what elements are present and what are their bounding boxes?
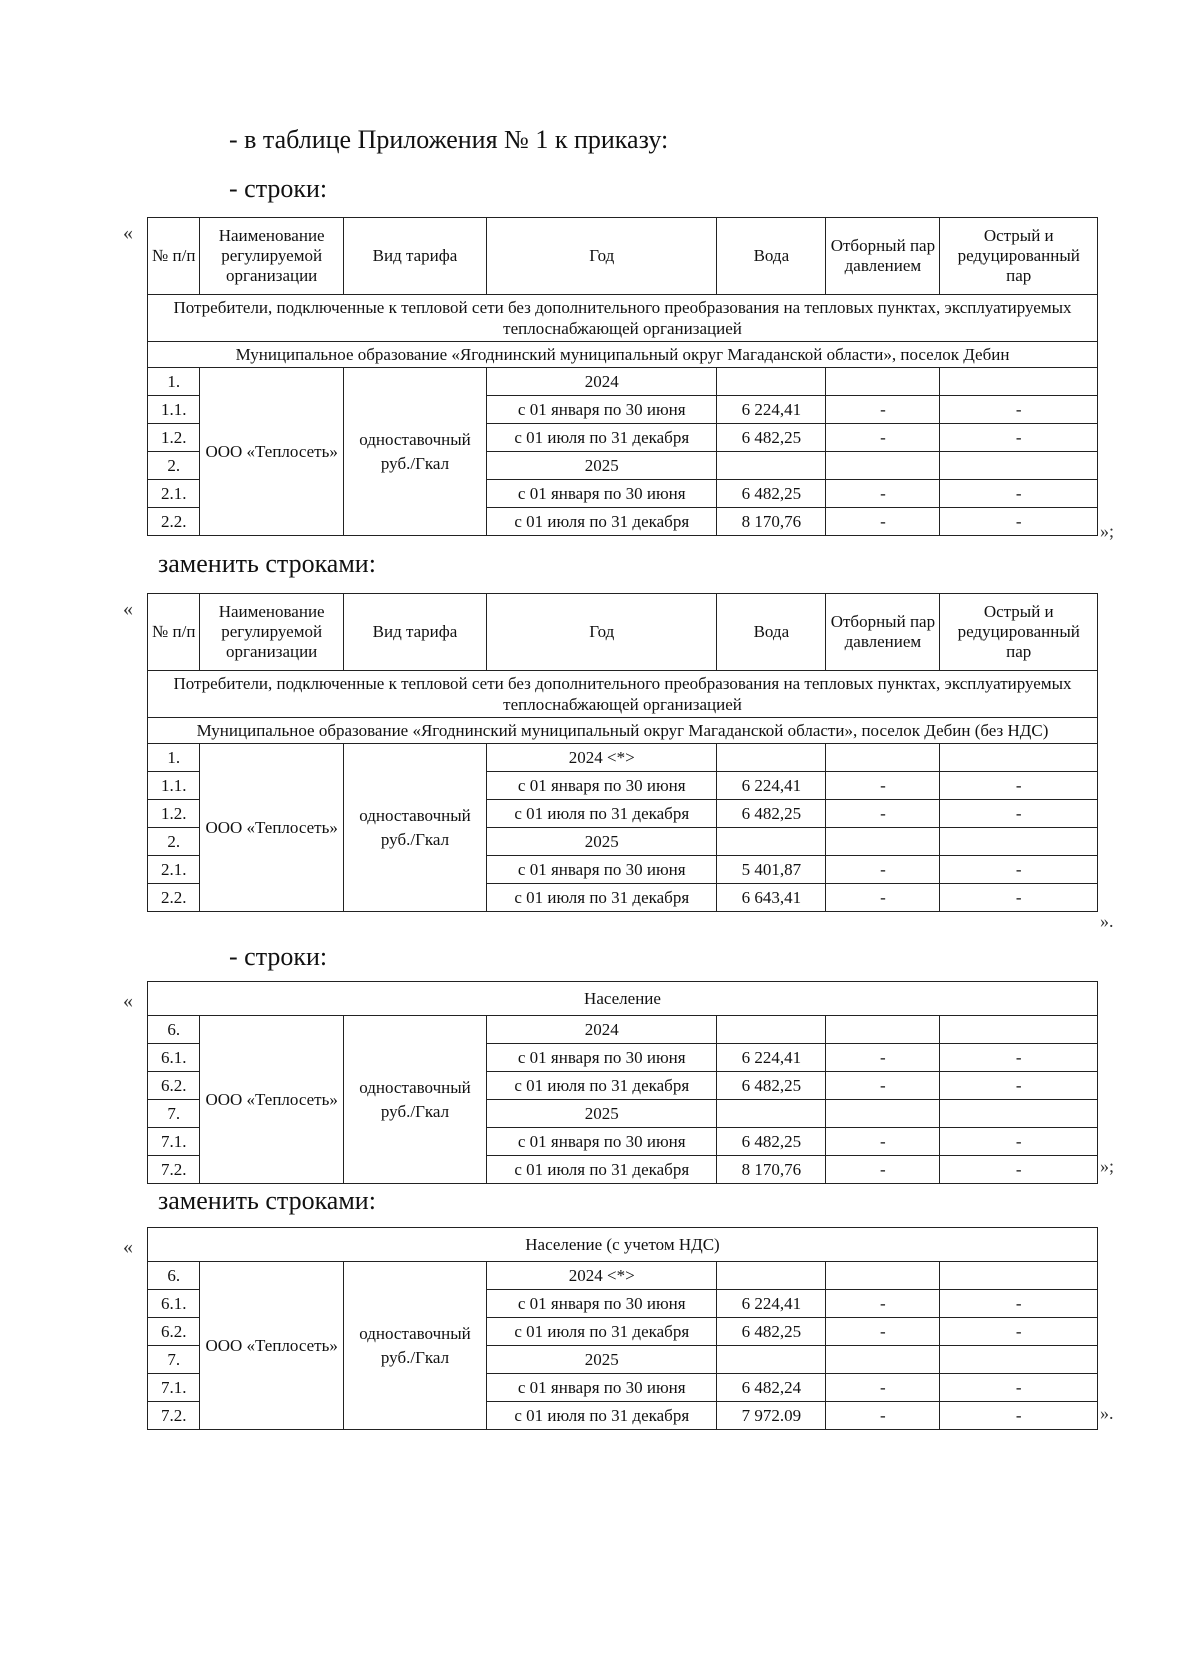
header-num: № п/п bbox=[148, 218, 200, 295]
row-steam-sharp: - bbox=[940, 800, 1098, 828]
tariff-table-old-population bbox=[147, 981, 1098, 1184]
row-steam-sharp bbox=[940, 744, 1098, 772]
row-steam-selected: - bbox=[826, 1318, 940, 1346]
row-steam-selected: - bbox=[826, 1128, 940, 1156]
row-steam-sharp: - bbox=[940, 884, 1098, 912]
row-steam-selected: - bbox=[826, 1044, 940, 1072]
row-steam-sharp bbox=[940, 1100, 1098, 1128]
row-steam-selected bbox=[826, 1346, 940, 1374]
row-steam-sharp bbox=[940, 828, 1098, 856]
row-steam-selected: - bbox=[826, 480, 940, 508]
row-water bbox=[717, 1016, 826, 1044]
row-steam-sharp: - bbox=[940, 1374, 1098, 1402]
row-period: 2025 bbox=[487, 1100, 717, 1128]
header-org: Наименование регулируемой организации bbox=[200, 218, 343, 295]
rows-label-1: - строки: bbox=[229, 174, 328, 203]
row-period: с 01 июля по 31 декабря bbox=[487, 508, 717, 536]
row-water bbox=[717, 1262, 826, 1290]
row-period: с 01 января по 30 июня bbox=[487, 1290, 717, 1318]
header-tariff: Вид тарифа bbox=[343, 218, 486, 295]
row-steam-selected: - bbox=[826, 1156, 940, 1184]
row-water: 6 643,41 bbox=[717, 884, 826, 912]
row-water bbox=[717, 1100, 826, 1128]
row-period: с 01 января по 30 июня bbox=[487, 1044, 717, 1072]
row-steam-selected: - bbox=[826, 396, 940, 424]
row-water bbox=[717, 1346, 826, 1374]
row-period: с 01 июля по 31 декабря bbox=[487, 1156, 717, 1184]
row-num: 1.2. bbox=[148, 424, 200, 452]
close-quote-3: »; bbox=[1100, 1156, 1115, 1176]
row-water: 5 401,87 bbox=[717, 856, 826, 884]
replace-label-1: заменить строками: bbox=[158, 549, 376, 578]
row-num: 7. bbox=[148, 1346, 200, 1374]
header-steam-sharp: Острый и редуцированный пар bbox=[940, 218, 1098, 295]
tariff-type: одноставочный руб./Гкал bbox=[343, 744, 486, 912]
row-steam-sharp bbox=[940, 1346, 1098, 1374]
row-steam-selected bbox=[826, 368, 940, 396]
row-num: 7.1. bbox=[148, 1128, 200, 1156]
row-water: 6 482,24 bbox=[717, 1374, 826, 1402]
row-steam-selected bbox=[826, 452, 940, 480]
replace-label-2: заменить строками: bbox=[158, 1186, 376, 1215]
table-row bbox=[148, 1016, 1098, 1044]
org-name: ООО «Теплосеть» bbox=[200, 744, 343, 912]
row-water: 6 224,41 bbox=[717, 396, 826, 424]
row-period: 2024 bbox=[487, 1016, 717, 1044]
row-num: 6.1. bbox=[148, 1044, 200, 1072]
row-steam-selected: - bbox=[826, 1072, 940, 1100]
row-period: с 01 июля по 31 декабря bbox=[487, 1402, 717, 1430]
row-water: 6 224,41 bbox=[717, 1290, 826, 1318]
row-num: 1. bbox=[148, 744, 200, 772]
row-num: 2.1. bbox=[148, 856, 200, 884]
tariff-type: одноставочный руб./Гкал bbox=[343, 368, 486, 536]
row-water bbox=[717, 368, 826, 396]
tariff-table-old-consumers bbox=[147, 217, 1098, 536]
row-steam-sharp: - bbox=[940, 1044, 1098, 1072]
row-num: 6. bbox=[148, 1262, 200, 1290]
row-steam-sharp bbox=[940, 368, 1098, 396]
row-period: с 01 июля по 31 декабря bbox=[487, 1072, 717, 1100]
table-new-population bbox=[147, 1227, 1098, 1430]
row-water: 6 224,41 bbox=[717, 1044, 826, 1072]
header-steam-sharp: Острый и редуцированный пар bbox=[940, 594, 1098, 671]
table-row bbox=[148, 1262, 1098, 1290]
row-water: 6 482,25 bbox=[717, 1318, 826, 1346]
row-steam-selected bbox=[826, 1100, 940, 1128]
row-num: 6.1. bbox=[148, 1290, 200, 1318]
section-row bbox=[148, 1228, 1098, 1262]
row-steam-selected bbox=[826, 828, 940, 856]
table-row bbox=[148, 368, 1098, 396]
row-period: 2024 <*> bbox=[487, 744, 717, 772]
row-period: 2025 bbox=[487, 828, 717, 856]
section-population-vat: Население (с учетом НДС) bbox=[148, 1228, 1098, 1262]
row-steam-sharp: - bbox=[940, 1290, 1098, 1318]
row-num: 2.2. bbox=[148, 884, 200, 912]
row-period: с 01 января по 30 июня bbox=[487, 396, 717, 424]
row-steam-sharp bbox=[940, 1016, 1098, 1044]
rows-label-2: - строки: bbox=[229, 942, 328, 971]
row-period: с 01 июля по 31 декабря bbox=[487, 800, 717, 828]
row-period: с 01 января по 30 июня bbox=[487, 1374, 717, 1402]
row-water bbox=[717, 828, 826, 856]
row-steam-sharp: - bbox=[940, 1318, 1098, 1346]
row-water bbox=[717, 744, 826, 772]
tariff-type: одноставочный руб./Гкал bbox=[343, 1016, 486, 1184]
row-period: с 01 января по 30 июня bbox=[487, 772, 717, 800]
row-water: 8 170,76 bbox=[717, 508, 826, 536]
row-steam-sharp: - bbox=[940, 1072, 1098, 1100]
row-num: 6.2. bbox=[148, 1072, 200, 1100]
section-municipality: Муниципальное образование «Ягоднинский муниципальный округ Магаданской области», поселок Дебин (без НДС) bbox=[148, 718, 1098, 744]
row-period: 2025 bbox=[487, 1346, 717, 1374]
section-row bbox=[148, 671, 1098, 718]
row-water: 7 972.09 bbox=[717, 1402, 826, 1430]
header-year: Год bbox=[487, 594, 717, 671]
row-period: с 01 января по 30 июня bbox=[487, 480, 717, 508]
row-num: 2. bbox=[148, 452, 200, 480]
row-water: 6 482,25 bbox=[717, 424, 826, 452]
row-steam-sharp: - bbox=[940, 508, 1098, 536]
header-num: № п/п bbox=[148, 594, 200, 671]
row-steam-selected: - bbox=[826, 424, 940, 452]
row-steam-sharp bbox=[940, 452, 1098, 480]
section-municipality: Муниципальное образование «Ягоднинский муниципальный округ Магаданской области», поселок Дебин bbox=[148, 342, 1098, 368]
row-steam-selected bbox=[826, 1262, 940, 1290]
open-quote-2: « bbox=[123, 598, 133, 620]
header-row bbox=[148, 218, 1098, 295]
row-water: 6 482,25 bbox=[717, 1072, 826, 1100]
row-steam-sharp: - bbox=[940, 1128, 1098, 1156]
row-steam-sharp: - bbox=[940, 1156, 1098, 1184]
org-name: ООО «Теплосеть» bbox=[200, 1016, 343, 1184]
row-steam-selected: - bbox=[826, 508, 940, 536]
row-num: 7.2. bbox=[148, 1402, 200, 1430]
section-row bbox=[148, 295, 1098, 342]
section-consumers: Потребители, подключенные к тепловой сети без дополнительного преобразования на тепловых пунктах, эксплуатируемых теплоснабжающей организацией bbox=[148, 671, 1098, 718]
tariff-table-new-consumers bbox=[147, 593, 1098, 912]
header-year: Год bbox=[487, 218, 717, 295]
open-quote-4: « bbox=[123, 1236, 133, 1258]
header-steam-selected: Отборный пар давлением bbox=[826, 218, 940, 295]
row-num: 7.1. bbox=[148, 1374, 200, 1402]
row-steam-selected: - bbox=[826, 772, 940, 800]
row-period: 2025 bbox=[487, 452, 717, 480]
header-water: Вода bbox=[717, 218, 826, 295]
close-quote-1: »; bbox=[1100, 521, 1115, 541]
section-consumers: Потребители, подключенные к тепловой сети без дополнительного преобразования на тепловых пунктах, эксплуатируемых теплоснабжающей организацией bbox=[148, 295, 1098, 342]
table-row bbox=[148, 744, 1098, 772]
open-quote-1: « bbox=[123, 222, 133, 244]
row-num: 2.1. bbox=[148, 480, 200, 508]
row-num: 1.2. bbox=[148, 800, 200, 828]
row-steam-sharp: - bbox=[940, 396, 1098, 424]
row-steam-selected: - bbox=[826, 1290, 940, 1318]
row-period: с 01 июля по 31 декабря bbox=[487, 424, 717, 452]
row-period: 2024 <*> bbox=[487, 1262, 717, 1290]
intro-line: - в таблице Приложения № 1 к приказу: bbox=[229, 125, 669, 154]
table-old-population bbox=[147, 981, 1098, 1184]
row-steam-sharp bbox=[940, 1262, 1098, 1290]
tariff-table-new-population bbox=[147, 1227, 1098, 1430]
row-steam-sharp: - bbox=[940, 772, 1098, 800]
section-row bbox=[148, 342, 1098, 368]
section-population: Население bbox=[148, 982, 1098, 1016]
table-old-consumers bbox=[147, 217, 1098, 536]
row-water: 6 224,41 bbox=[717, 772, 826, 800]
row-period: с 01 января по 30 июня bbox=[487, 856, 717, 884]
row-period: с 01 января по 30 июня bbox=[487, 1128, 717, 1156]
row-num: 1. bbox=[148, 368, 200, 396]
table-new-consumers bbox=[147, 593, 1098, 912]
section-row bbox=[148, 718, 1098, 744]
row-steam-sharp: - bbox=[940, 1402, 1098, 1430]
row-water: 6 482,25 bbox=[717, 1128, 826, 1156]
row-steam-sharp: - bbox=[940, 856, 1098, 884]
header-water: Вода bbox=[717, 594, 826, 671]
row-water: 6 482,25 bbox=[717, 480, 826, 508]
org-name: ООО «Теплосеть» bbox=[200, 368, 343, 536]
row-steam-selected: - bbox=[826, 856, 940, 884]
close-quote-4: ». bbox=[1100, 1403, 1114, 1423]
header-steam-selected: Отборный пар давлением bbox=[826, 594, 940, 671]
row-num: 2.2. bbox=[148, 508, 200, 536]
row-steam-selected: - bbox=[826, 1374, 940, 1402]
row-water bbox=[717, 452, 826, 480]
header-row bbox=[148, 594, 1098, 671]
row-steam-selected: - bbox=[826, 884, 940, 912]
org-name: ООО «Теплосеть» bbox=[200, 1262, 343, 1430]
row-num: 1.1. bbox=[148, 772, 200, 800]
header-org: Наименование регулируемой организации bbox=[200, 594, 343, 671]
row-num: 6.2. bbox=[148, 1318, 200, 1346]
row-num: 1.1. bbox=[148, 396, 200, 424]
row-water: 6 482,25 bbox=[717, 800, 826, 828]
row-steam-sharp: - bbox=[940, 480, 1098, 508]
row-steam-selected: - bbox=[826, 800, 940, 828]
row-num: 6. bbox=[148, 1016, 200, 1044]
row-water: 8 170,76 bbox=[717, 1156, 826, 1184]
row-num: 2. bbox=[148, 828, 200, 856]
row-period: с 01 июля по 31 декабря bbox=[487, 1318, 717, 1346]
tariff-type: одноставочный руб./Гкал bbox=[343, 1262, 486, 1430]
row-steam-selected: - bbox=[826, 1402, 940, 1430]
row-period: с 01 июля по 31 декабря bbox=[487, 884, 717, 912]
close-quote-2: ». bbox=[1100, 911, 1114, 931]
section-row bbox=[148, 982, 1098, 1016]
row-steam-selected bbox=[826, 744, 940, 772]
row-num: 7.2. bbox=[148, 1156, 200, 1184]
open-quote-3: « bbox=[123, 990, 133, 1012]
header-tariff: Вид тарифа bbox=[343, 594, 486, 671]
row-steam-sharp: - bbox=[940, 424, 1098, 452]
row-period: 2024 bbox=[487, 368, 717, 396]
row-num: 7. bbox=[148, 1100, 200, 1128]
row-steam-selected bbox=[826, 1016, 940, 1044]
